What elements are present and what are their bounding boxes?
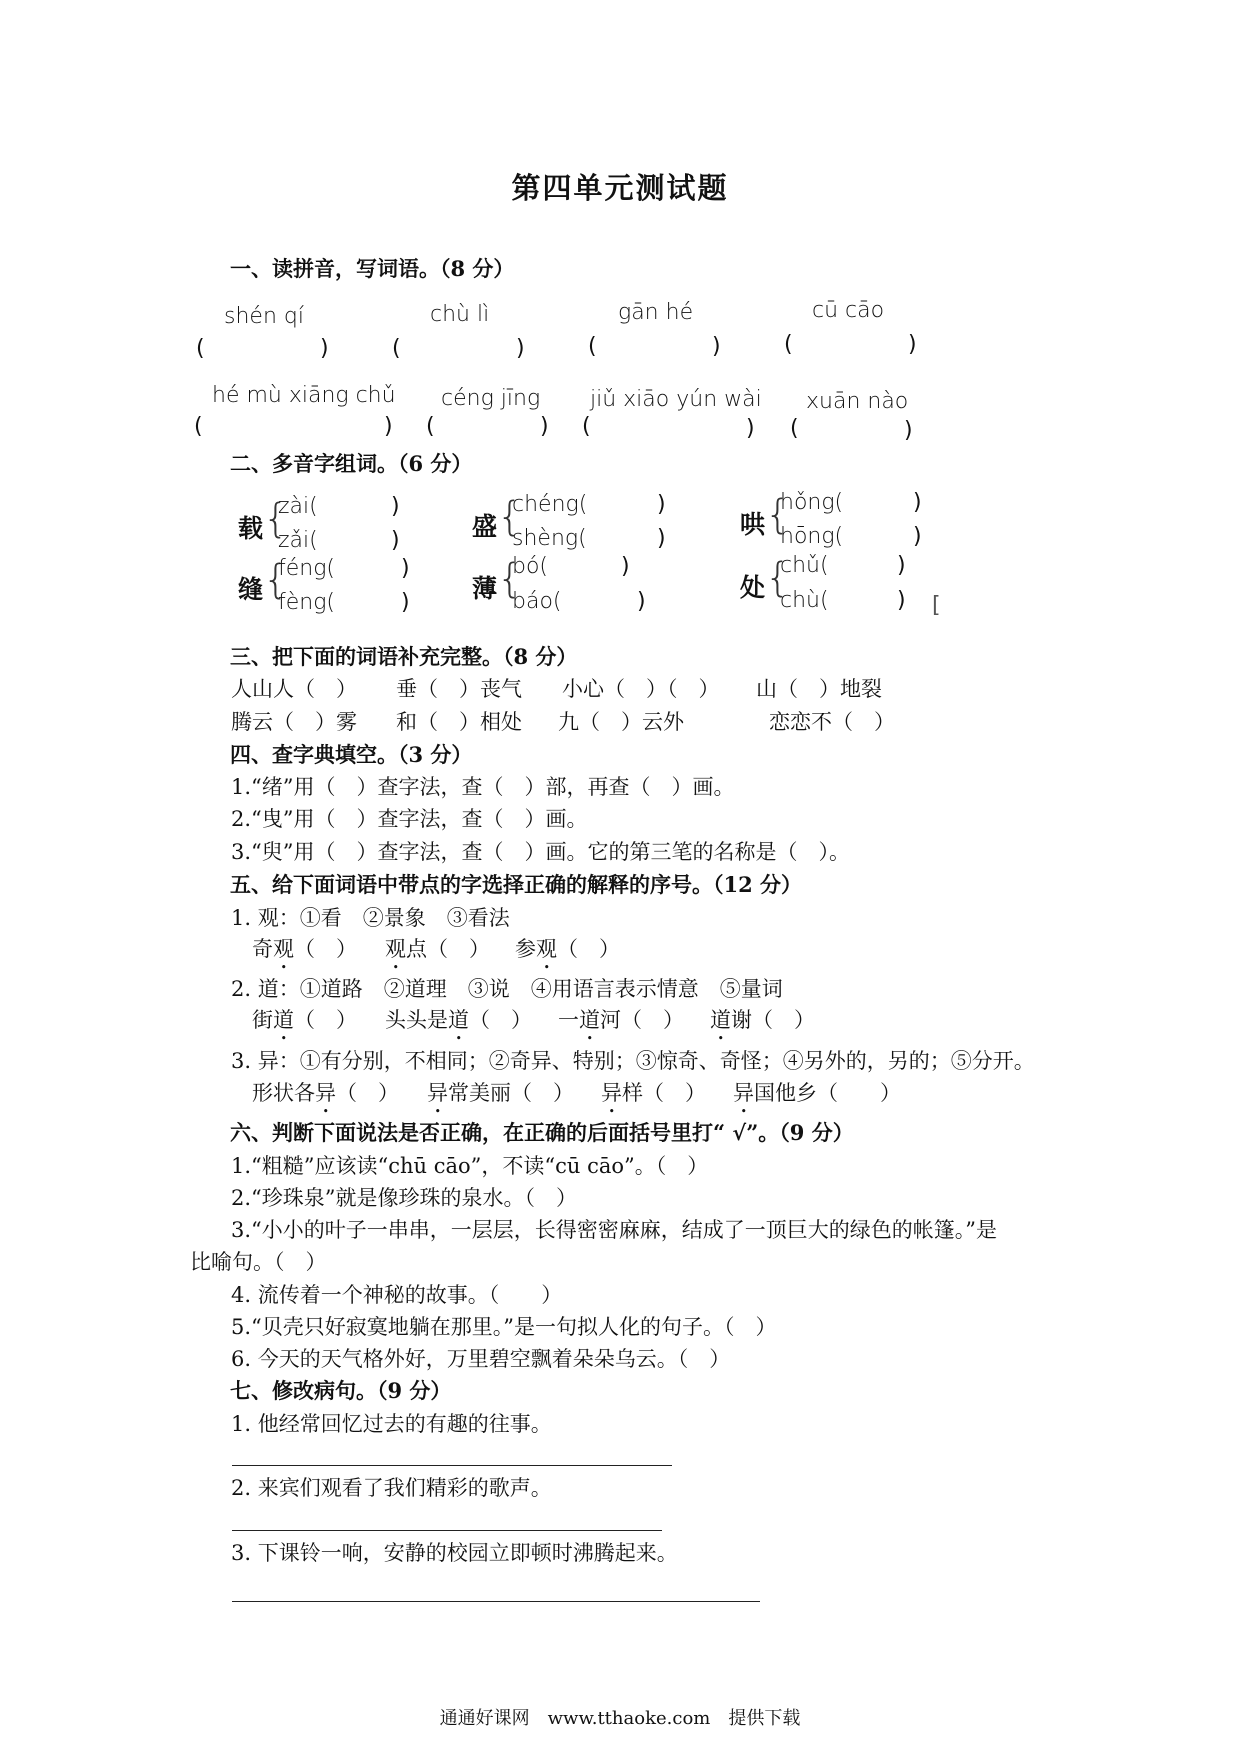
dictionary-question: 3.“臾”用（ ）查字法，查（ ）画。它的第三笔的名称是（ ）。 xyxy=(231,840,851,864)
answer-paren-open: ( xyxy=(426,414,435,439)
section-4-heading: 四、查字典填空。（3 分） xyxy=(230,742,473,767)
answer-paren-close: ) xyxy=(897,553,906,578)
section-2-heading: 二、多音字组词。（6 分） xyxy=(230,451,473,476)
section-3-heading: 三、把下面的词语补充完整。（8 分） xyxy=(230,644,578,669)
word-item: 一道河（ ） xyxy=(558,1008,684,1032)
pinyin-7: jiǔ xiāo yún wài xyxy=(590,387,762,412)
judgement-item: 4. 流传着一个神秘的故事。（ ） xyxy=(231,1283,563,1307)
answer-paren-close: ) xyxy=(746,416,755,441)
footer: 通通好课网 www.tthaoke.com 提供下载 xyxy=(439,1708,801,1729)
answer-line xyxy=(232,1465,672,1466)
answer-paren-close: ) xyxy=(384,414,393,439)
word-item: 形状各异（ ） xyxy=(252,1081,399,1105)
answer-paren-close: ) xyxy=(904,418,913,443)
stray-bracket: [ xyxy=(932,593,941,618)
answer-paren-close: ) xyxy=(391,494,400,519)
answer-paren-open: ( xyxy=(194,414,203,439)
idiom-item: 垂（ ）丧气 xyxy=(396,677,522,701)
reading: shèng( xyxy=(512,526,587,551)
idiom-item: 九（ ）云外 xyxy=(558,710,684,734)
reading: chǔ( xyxy=(780,553,829,578)
brace-icon: { xyxy=(765,555,791,601)
word-item: 街道（ ） xyxy=(252,1008,357,1032)
reading: hǒng( xyxy=(780,490,844,515)
answer-line xyxy=(232,1530,662,1531)
word-item: 异国他乡（ ） xyxy=(733,1081,901,1105)
reading: zài( xyxy=(278,494,318,519)
dictionary-question: 2.“曳”用（ ）查字法，查（ ）画。 xyxy=(231,807,588,831)
answer-paren-close: ) xyxy=(516,336,525,361)
answer-paren-close: ) xyxy=(657,526,666,551)
answer-paren-close: ) xyxy=(913,524,922,549)
pinyin-8: xuān nào xyxy=(806,389,909,414)
definition-options: 1. 观：①看 ②景象 ③看法 xyxy=(231,906,510,930)
reading: hōng( xyxy=(780,524,844,549)
idiom-item: 山（ ）地裂 xyxy=(756,677,882,701)
pinyin-6: céng jīng xyxy=(441,386,541,411)
word-item: 观点（ ） xyxy=(385,937,490,961)
word-item: 异样（ ） xyxy=(601,1081,706,1105)
answer-paren-close: ) xyxy=(320,336,329,361)
answer-paren-open: ( xyxy=(392,336,401,361)
judgement-item: 1.“粗糙”应该读“chū cāo”，不读“cū cāo”。（ ） xyxy=(231,1154,709,1178)
section-6-heading: 六、判断下面说法是否正确，在正确的后面括号里打“ √”。（9 分） xyxy=(230,1120,854,1145)
answer-paren-close: ) xyxy=(637,589,646,614)
judgement-item-continued: 比喻句。（ ） xyxy=(190,1250,327,1274)
definition-options: 2. 道：①道路 ②道理 ③说 ④用语言表示情意 ⑤量词 xyxy=(231,977,783,1001)
judgement-item: 3.“小小的叶子一串串，一层层，长得密密麻麻，结成了一顶巨大的绿色的帐篷。”是 xyxy=(231,1218,998,1242)
answer-paren-close: ) xyxy=(913,490,922,515)
pinyin-3: gān hé xyxy=(618,300,694,325)
section-7-heading: 七、修改病句。（9 分） xyxy=(230,1378,452,1403)
answer-paren-close: ) xyxy=(621,554,630,579)
answer-line xyxy=(232,1601,760,1602)
pinyin-5: hé mù xiāng chǔ xyxy=(212,383,396,408)
section-5-heading: 五、给下面词语中带点的字选择正确的解释的序号。（12 分） xyxy=(230,872,803,897)
idiom-item: 和（ ）相处 xyxy=(396,710,522,734)
brace-icon: { xyxy=(497,556,523,602)
reading: fèng( xyxy=(278,590,336,615)
judgement-item: 6. 今天的天气格外好，万里碧空飘着朵朵乌云。（ ） xyxy=(231,1347,731,1371)
faulty-sentence: 2. 来宾们观看了我们精彩的歌声。 xyxy=(231,1476,552,1500)
page-title: 第四单元测试题 xyxy=(511,171,729,205)
answer-paren-close: ) xyxy=(401,590,410,615)
faulty-sentence: 3. 下课铃一响，安静的校园立即顿时沸腾起来。 xyxy=(231,1541,678,1565)
word-item: 参观（ ） xyxy=(515,937,620,961)
answer-paren-open: ( xyxy=(582,414,591,439)
answer-paren-open: ( xyxy=(790,416,799,441)
polyphone-char: 薄 xyxy=(472,574,498,603)
idiom-item: 人山人（ ） xyxy=(231,677,357,701)
brace-icon: { xyxy=(263,496,289,542)
polyphone-char: 哄 xyxy=(740,510,766,539)
reading: bó( xyxy=(512,554,549,579)
reading: chù( xyxy=(780,588,829,613)
pinyin-2: chù lì xyxy=(430,302,490,327)
faulty-sentence: 1. 他经常回忆过去的有趣的往事。 xyxy=(231,1412,552,1436)
answer-paren-close: ) xyxy=(712,334,721,359)
answer-paren-open: ( xyxy=(588,334,597,359)
answer-paren-open: ( xyxy=(784,332,793,357)
polyphone-char: 处 xyxy=(740,573,766,602)
pinyin-4: cū cāo xyxy=(812,298,885,323)
answer-paren-close: ) xyxy=(540,414,549,439)
answer-paren-close: ) xyxy=(391,528,400,553)
word-item: 道谢（ ） xyxy=(710,1008,815,1032)
pinyin-1: shén qí xyxy=(224,304,304,329)
idiom-item: 腾云（ ）雾 xyxy=(231,710,357,734)
brace-icon: { xyxy=(263,557,289,603)
word-item: 奇观（ ） xyxy=(252,937,357,961)
polyphone-char: 缝 xyxy=(238,575,264,604)
reading: féng( xyxy=(278,556,336,581)
polyphone-char: 盛 xyxy=(472,512,498,541)
brace-icon: { xyxy=(765,492,791,538)
section-1-heading: 一、读拼音，写词语。（8 分） xyxy=(230,256,515,281)
answer-paren-open: ( xyxy=(196,336,205,361)
reading: chéng( xyxy=(512,492,588,517)
word-item: 异常美丽（ ） xyxy=(427,1081,574,1105)
idiom-item: 恋恋不（ ） xyxy=(769,710,895,734)
word-item: 头头是道（ ） xyxy=(385,1008,532,1032)
answer-paren-close: ) xyxy=(908,332,917,357)
judgement-item: 2.“珍珠泉”就是像珍珠的泉水。（ ） xyxy=(231,1186,578,1210)
reading: zǎi( xyxy=(278,528,318,553)
definition-options: 3. 异：①有分别，不相同；②奇异、特别；③惊奇、奇怪；④另外的，另的；⑤分开。 xyxy=(231,1049,1035,1073)
dictionary-question: 1.“绪”用（ ）查字法，查（ ）部，再查（ ）画。 xyxy=(231,775,735,799)
idiom-item: 小心（ ）（ ） xyxy=(562,677,720,701)
brace-icon: { xyxy=(497,494,523,540)
reading: báo( xyxy=(512,589,562,614)
polyphone-char: 载 xyxy=(238,514,264,543)
answer-paren-close: ) xyxy=(897,588,906,613)
answer-paren-close: ) xyxy=(657,492,666,517)
answer-paren-close: ) xyxy=(401,556,410,581)
judgement-item: 5.“贝壳只好寂寞地躺在那里。”是一句拟人化的句子。（ ） xyxy=(231,1315,777,1339)
